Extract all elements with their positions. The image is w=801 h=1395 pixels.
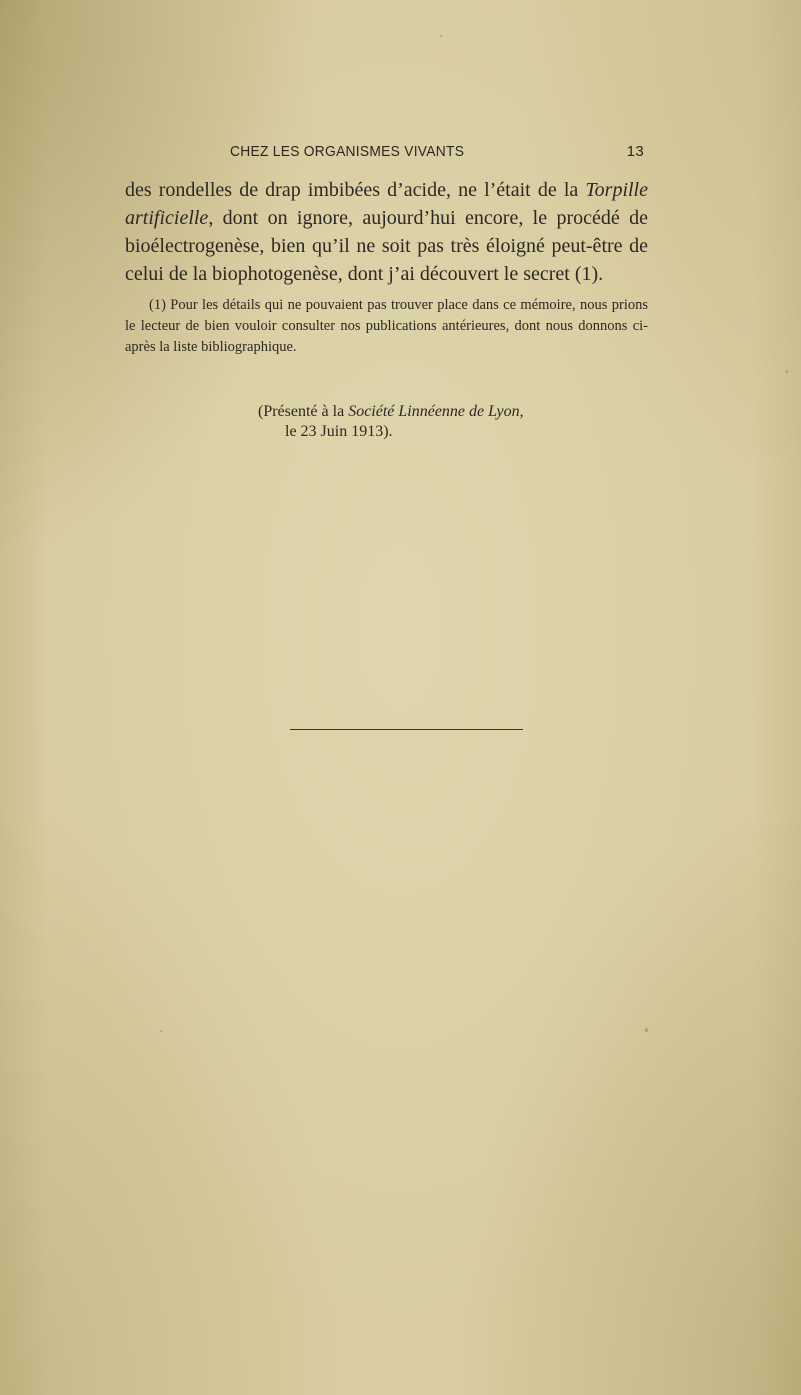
- footnote-text: (1) Pour les détails qui ne pouvaient pas trouver place dans ce mémoire, nous prions le lecteur de bien vouloir consulter nos publications antérieures, dont nous donnons ci-après la liste bibliographique.: [125, 297, 648, 355]
- running-header: [196, 143, 644, 165]
- paper-speck: [440, 35, 442, 37]
- page-number: 13: [626, 143, 644, 160]
- end-rule-divider: [290, 729, 523, 730]
- body-paragraph: [125, 176, 648, 288]
- running-title: CHEZ LES ORGANISMES VIVANTS: [230, 143, 465, 160]
- paper-speck: [786, 370, 788, 373]
- presentation-note: [258, 402, 678, 442]
- presentation-date: le 23 Juin 1913).: [285, 423, 393, 440]
- paper-speck: [645, 1028, 648, 1032]
- society-name: Société Linnéenne de Lyon: [348, 403, 520, 420]
- body-text-segment: , dont on ignore, aujourd’hui encore, le procédé de bioélectrogenèse, bien qu’il ne soit pas très éloigné peut-être de celui de la biophotogenèse, dont j’ai découvert le secret (1).: [125, 207, 648, 285]
- body-text-segment: des rondelles de drap imbibées d’acide, ne l’était de la: [125, 179, 586, 201]
- presentation-suffix: ,: [519, 403, 524, 420]
- body-italic-term: Torpille artificielle: [125, 179, 648, 229]
- footnote: [125, 295, 648, 358]
- presentation-prefix: (Présenté à la: [258, 403, 349, 420]
- paper-speck: [160, 1030, 162, 1032]
